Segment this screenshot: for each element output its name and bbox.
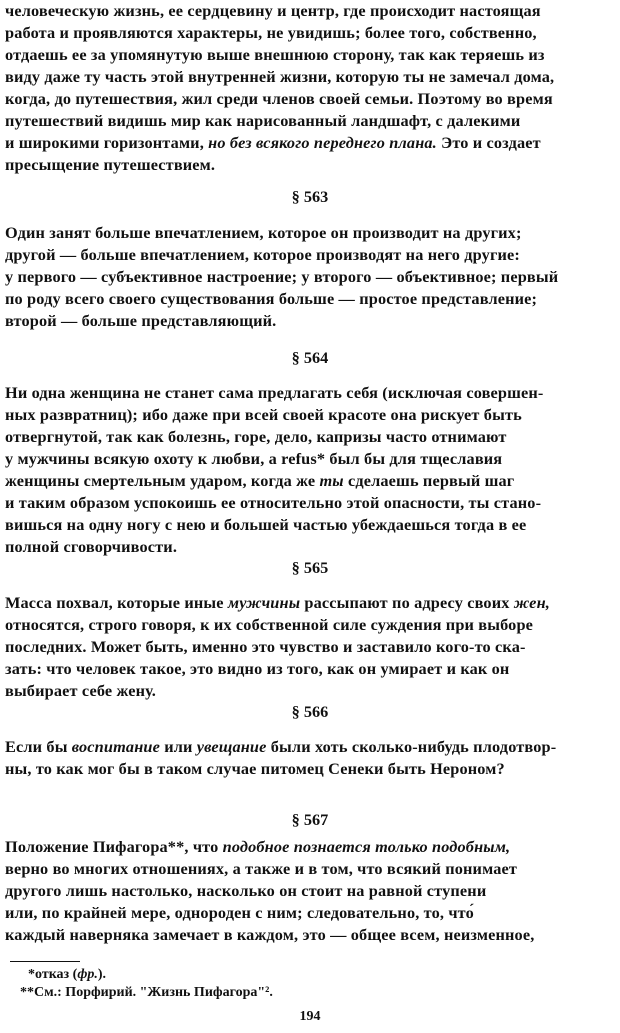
paragraph-564 <box>5 382 614 558</box>
paragraph-565 <box>5 592 614 702</box>
text-line: ны, то как мог бы в таком случае питомец Сенеки быть Нероном? <box>5 759 505 778</box>
footnote-text: ). <box>97 967 107 982</box>
text-segment: женщины смертельным ударом, когда же <box>5 471 320 490</box>
footnote-1 <box>28 966 106 984</box>
italic-text: жен, <box>513 593 550 612</box>
text-line: отдаешь ее за упомянутую выше внешнюю сторону, так как теряешь из <box>5 45 545 64</box>
text-line: отвергнутой, так как болезнь, горе, дело, капризы часто отнимают <box>5 427 507 446</box>
text-segment: сделаешь первый шаг <box>343 471 515 490</box>
text-line: другого лишь настолько, насколько он стоит на равной ступени <box>5 881 487 900</box>
text-line: выбирает себе жену. <box>5 681 157 700</box>
text-line: Один занят больше впечатлением, которое он производит на других; <box>5 223 522 242</box>
page-number: 194 <box>299 1009 321 1024</box>
text-line: у мужчины всякую охоту к любви, а refus* был бы для тщеславия <box>5 449 503 468</box>
text-segment: рассыпают по адресу своих <box>300 593 514 612</box>
text-line: последних. Может быть, именно это чувство и заставило кого-то ска- <box>5 637 526 656</box>
text-line: второй — больше представляющий. <box>5 311 277 330</box>
italic-text: но без всякого переднего плана. <box>208 133 437 152</box>
text-segment: или <box>159 737 197 756</box>
text-line: вишься на одну ногу с нею и большей частью убеждаешься тогда в ее <box>5 515 527 534</box>
text-line: виду даже ту часть этой внутренней жизни, которую ты не замечал дома, <box>5 67 555 86</box>
section-heading-563: § 563 <box>291 187 329 206</box>
paragraph-566 <box>5 736 614 780</box>
text-line: работа и проявляются характеры, не увидишь; более того, собственно, <box>5 23 537 42</box>
section-heading-566: § 566 <box>291 702 329 721</box>
italic-text: подобное познается только подобным, <box>222 837 511 856</box>
text-line: зать: что человек такое, это видно из того, как он умирает и как он <box>5 659 510 678</box>
text-line: по роду всего своего существования больше — простое представление; <box>5 289 538 308</box>
text-line: полной сговорчивости. <box>5 537 178 556</box>
text-line: путешествий видишь мир как нарисованный ландшафт, с далекими <box>5 111 521 130</box>
footnote-2: **См.: Порфирий. "Жизнь Пифагора"². <box>20 985 273 1000</box>
italic-text: ты <box>319 471 344 490</box>
text-segment: и широкими горизонтами, <box>5 133 209 152</box>
text-line: когда, до путешествия, жил среди членов своей семьи. Поэтому во время <box>5 89 553 108</box>
paragraph-continuation <box>5 0 614 176</box>
text-line: относятся, строго говоря, к их собственной силе суждения при выборе <box>5 615 534 634</box>
text-segment: Положение Пифагора**, что <box>5 837 223 856</box>
text-segment: Если бы <box>5 737 72 756</box>
footnote-text: *отказ ( <box>28 967 78 982</box>
text-line: верно во многих отношениях, а также и в том, что всякий понимает <box>5 859 518 878</box>
paragraph-567 <box>5 836 614 946</box>
text-line: пресыщение путешествием. <box>5 155 216 174</box>
italic-text: воспитание <box>71 737 160 756</box>
text-line: другой — больше впечатлением, которое производят на него другие: <box>5 245 520 264</box>
text-segment: Масса похвал, которые иные <box>5 593 228 612</box>
text-line: ных развратниц); ибо даже при всей своей красоте она рискует быть <box>5 405 522 424</box>
text-line: каждый наверняка замечает в каждом, это — общее всем, неизменное, <box>5 925 535 944</box>
text-segment: Это и создает <box>436 133 541 152</box>
text-line: Ни одна женщина не станет сама предлагать себя (исключая совершен- <box>5 383 544 402</box>
section-heading-565: § 565 <box>291 558 329 577</box>
italic-text: мужчины <box>227 593 301 612</box>
footnote-divider <box>10 961 80 962</box>
text-line: или, по крайней мере, однороден с ним; следовательно, то, что́ <box>5 903 474 922</box>
italic-text: увещание <box>196 737 267 756</box>
section-heading-564: § 564 <box>291 348 329 367</box>
text-line: у первого — субъективное настроение; у второго — объективное; первый <box>5 267 559 286</box>
text-line: человеческую жизнь, ее сердцевину и центр, где происходит настоящая <box>5 1 541 20</box>
footnote-italic: фр. <box>77 967 98 982</box>
text-line: и таким образом успокоишь ее относительно этой опасности, ты стано- <box>5 493 542 512</box>
section-heading-567: § 567 <box>291 810 329 829</box>
text-segment: были хоть сколько-нибудь плодотвор- <box>266 737 557 756</box>
paragraph-563 <box>5 222 614 332</box>
